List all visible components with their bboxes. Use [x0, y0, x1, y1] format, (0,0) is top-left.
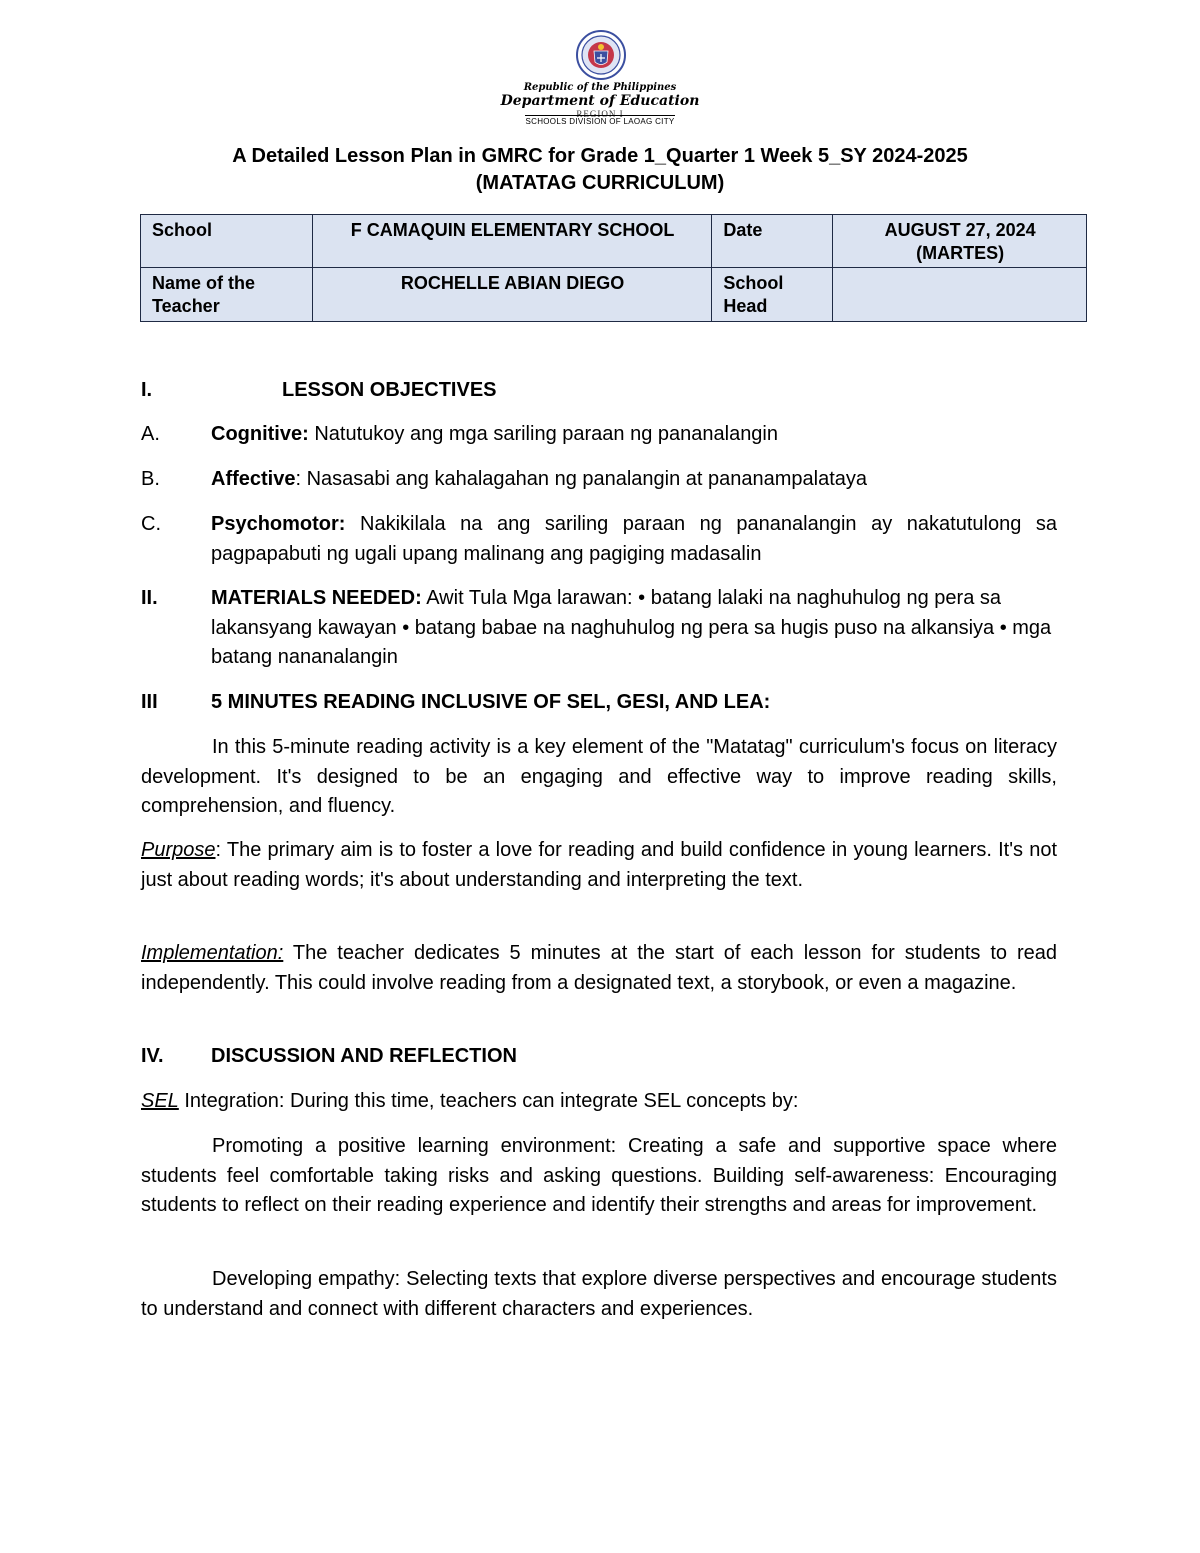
objective-text: Nakikilala na ang sariling paraan ng pananalangin ay nakatutulong sa pagpapabuti ng ugali upang malinang ang pagiging madasalin — [211, 513, 1057, 565]
implementation-text: The teacher dedicates 5 minutes at the start of each lesson for students to read independently. This could involve reading from a designated text, a storybook, or even a magazine. — [141, 942, 1057, 994]
table-row — [141, 268, 1087, 322]
objective-label: Affective — [211, 468, 296, 490]
objective-letter: B. — [141, 468, 160, 490]
header-division-text: SCHOOLS DIVISION OF LAOAG CITY — [525, 117, 675, 126]
teacher-value: ROCHELLE ABIAN DIEGO — [312, 268, 712, 322]
discussion-paragraph: Developing empathy: Selecting texts that explore diverse perspectives and encourage students to understand and connect with different characters and experiences. — [141, 1268, 1057, 1320]
table-row — [141, 215, 1087, 268]
objective-label: Psychomotor: — [211, 513, 346, 535]
materials-label: MATERIALS NEEDED: — [211, 587, 422, 609]
materials-text: Awit Tula Mga larawan: • batang lalaki na naghuhulog ng pera sa lakansyang kawayan • batang babae na naghuhulog ng pera sa hugis puso na alkansiya • mga batang nananalangin — [211, 587, 1052, 668]
discussion-paragraph: Promoting a positive learning environment: Creating a safe and supportive space where students feel comfortable taking risks and asking questions. Building self-awareness: Encouraging students to reflect on their reading experience and identify their strengths and areas for improvement. — [141, 1135, 1057, 1216]
sel-text: Integration: During this time, teachers can integrate SEL concepts by: — [178, 1090, 799, 1112]
school-head-label: School Head — [712, 268, 833, 322]
sel-label: SEL — [141, 1090, 179, 1112]
purpose-paragraph — [141, 836, 1057, 895]
purpose-text: : The primary aim is to foster a love for reading and build confidence in young learners. It's not just about reading words; it's about understanding and interpreting the text. — [141, 839, 1057, 891]
objective-text: : Nasasabi ang kahalagahan ng panalangin at pananampalataya — [295, 468, 868, 490]
purpose-label: Purpose — [141, 839, 216, 861]
section-number: IV. — [141, 1045, 164, 1067]
document-subtitle: (MATATAG CURRICULUM) — [475, 172, 725, 194]
section-title: LESSON OBJECTIVES — [282, 379, 497, 401]
section-number: III — [141, 691, 158, 713]
header-republic: Republic of the Philippines — [523, 82, 677, 93]
objective-letter: A. — [141, 423, 160, 445]
section-title: DISCUSSION AND REFLECTION — [211, 1045, 517, 1067]
objective-text: Natutukoy ang mga sariling paraan ng pananalangin — [308, 423, 778, 445]
section-number: I. — [141, 379, 153, 401]
document-title: A Detailed Lesson Plan in GMRC for Grade 1_Quarter 1 Week 5_SY 2024-2025 — [232, 145, 968, 167]
header-department: Department of Education — [500, 93, 700, 109]
school-head-value — [833, 268, 1087, 322]
section-title: 5 MINUTES READING INCLUSIVE OF SEL, GESI, AND LEA: — [211, 691, 771, 713]
info-table — [140, 214, 1087, 322]
deped-seal-icon — [576, 30, 626, 80]
date-value: AUGUST 27, 2024 (MARTES) — [833, 215, 1087, 268]
school-label: School — [141, 215, 313, 268]
objective-label: Cognitive: — [211, 423, 309, 445]
sel-integration-line — [141, 1087, 1057, 1117]
reading-intro-paragraph: In this 5-minute reading activity is a key element of the "Matatag" curriculum's focus on literacy development. It's designed to be an engaging and effective way to improve reading skills, comprehension, and fluency. — [141, 736, 1057, 817]
teacher-label: Name of the Teacher — [141, 268, 313, 322]
section-number: II. — [141, 587, 158, 609]
objective-letter: C. — [141, 513, 161, 535]
date-label: Date — [712, 215, 833, 268]
header-region: REGION I — [576, 109, 624, 119]
implementation-paragraph — [141, 939, 1057, 998]
implementation-label: Implementation: — [141, 942, 284, 964]
school-value: F CAMAQUIN ELEMENTARY SCHOOL — [312, 215, 712, 268]
header-division — [0, 117, 1200, 126]
